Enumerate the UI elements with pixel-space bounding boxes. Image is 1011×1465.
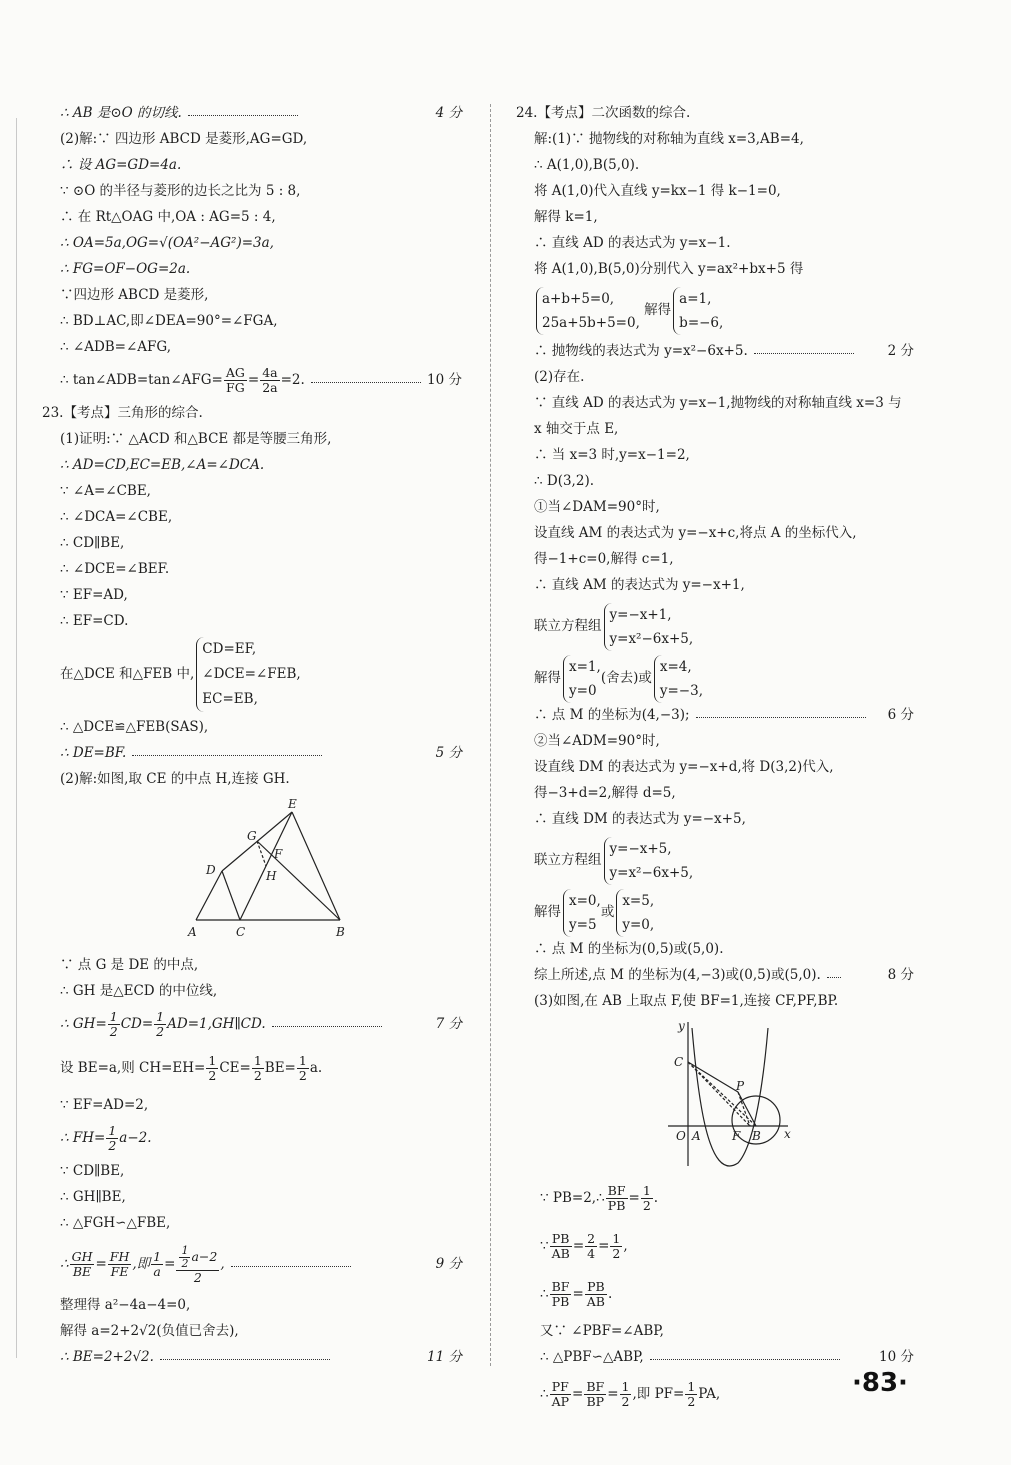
line: ∴ DE=BF. 5 分 — [42, 740, 482, 766]
line: 又∵ ∠PBF=∠ABP, — [540, 1323, 664, 1339]
score: 5 分 — [435, 745, 462, 761]
left-column — [42, 100, 482, 1370]
line: ∴ BE=2+2√2. 11 分 — [42, 1344, 482, 1370]
score: 11 分 — [427, 1349, 462, 1365]
brace-group: y=−x+1, y=x²−6x+5, — [604, 603, 694, 651]
line: ∵ 直线 AD 的表达式为 y=x−1,抛物线的对称轴直线 x=3 与 — [534, 395, 902, 411]
line: 整理得 a²−4a−4=0, — [60, 1297, 191, 1313]
score: 4 分 — [435, 105, 462, 121]
line: 将 A(1,0),B(5,0)分别代入 y=ax²+bx+5 得 — [534, 261, 804, 277]
line: ∵ $\frac{PB}{AB}$ = $\frac{2}{4}$ = $\frac{1}{2}$ , — [540, 1231, 628, 1261]
line: a+b+5=0, 25a+5b+5=0, 解得 a=1, b=−6, — [516, 282, 934, 338]
brace-group: x=5, y=0, — [616, 889, 654, 937]
line: 在△DCE 和△FEB 中, CD=EF, ∠DCE=∠FEB, EC=EB, — [42, 634, 482, 714]
line: ∴ $\frac{PF}{AP}$ = $\frac{BF}{BP}$ = $\frac{1}{2}$ ,即 PF= $\frac{1}{2}$ PA, — [540, 1379, 721, 1409]
line: ∴ $\frac{BF}{PB}$ = $\frac{PB}{AB}$ . — [540, 1279, 613, 1309]
line: 将 A(1,0)代入直线 y=kx−1 得 k−1=0, — [534, 183, 781, 199]
segment-dc — [222, 871, 240, 920]
line: ∴ $\frac{GH}{BE}$ = $\frac{FH}{FE}$ ,即 $\frac{1}{a}$ = $\frac{1}{2}$ a−2 2 , 9 分 — [42, 1236, 482, 1292]
line: 解得 x=0, y=5 或 x=5, y=0, — [516, 888, 934, 936]
line: 得−3+d=2,解得 d=5, — [534, 785, 676, 801]
line: ∴ BD⊥AC,即∠DEA=90°=∠FGA, — [60, 313, 278, 329]
score: 8 分 — [887, 967, 914, 983]
label-b: B — [752, 1129, 761, 1143]
line: 得−1+c=0,解得 c=1, — [534, 551, 674, 567]
brace-group: x=0, y=5 — [563, 889, 601, 937]
label-o: O — [676, 1129, 686, 1143]
line: ∴ A(1,0),B(5,0). — [534, 157, 640, 173]
line: ∵ ∠A=∠CBE, — [60, 483, 151, 499]
score: 7 分 — [435, 1016, 462, 1032]
line: ∵ EF=AD=2, — [60, 1097, 149, 1113]
line: ∴ OA=5a,OG=√(OA²−AG²)=3a, — [60, 235, 274, 251]
line: ∴ ∠ADB=∠AFG, — [60, 339, 172, 355]
brace-group: CD=EF, ∠DCE=∠FEB, EC=EB, — [196, 637, 300, 712]
line: ∴ 当 x=3 时,y=x−1=2, — [534, 447, 690, 463]
line: 解得 k=1, — [534, 209, 598, 225]
parabola — [692, 1028, 768, 1166]
line: ∴ △DCE≌△FEB(SAS), — [60, 719, 209, 735]
question-23-heading: 23.【考点】三角形的综合. — [42, 405, 203, 421]
line: ∴ GH 是△ECD 的中位线, — [60, 983, 218, 999]
line: ∴ CD∥BE, — [60, 535, 125, 551]
line: ∴ 设 AG=GD=4a. — [60, 157, 182, 173]
line: x 轴交于点 E, — [534, 421, 619, 437]
line: 设直线 DM 的表达式为 y=−x+d,将 D(3,2)代入, — [534, 759, 834, 775]
line: ∴ FG=OF−OG=2a. — [60, 261, 191, 277]
line: ∴ 在 Rt△OAG 中,OA : AG=5 : 4, — [60, 209, 276, 225]
line: (1)证明:∵ △ACD 和△BCE 都是等腰三角形, — [60, 431, 332, 447]
parabola-figure — [516, 1018, 934, 1168]
line: ∴ D(3,2). — [534, 473, 594, 489]
line: (3)如图,在 AB 上取点 F,使 BF=1,连接 CF,PF,BP. — [534, 993, 839, 1009]
line: ∵ EF=AD, — [60, 587, 128, 603]
brace-group: x=4, y=−3, — [654, 655, 703, 703]
label-f: F — [732, 1129, 741, 1143]
right-column — [516, 100, 934, 1418]
line: ∵四边形 ABCD 是菱形, — [60, 287, 209, 303]
line: ∵ ⊙O 的半径与菱形的边长之比为 5 : 8, — [60, 183, 301, 199]
line: ∴ GH= $\frac{1}{2}$ CD= $\frac{1}{2}$ AD=1,GH∥CD. 7 分 — [42, 1004, 482, 1044]
line: ∴ FH= $\frac{1}{2}$ a−2. — [60, 1123, 152, 1153]
line: ∴ ∠DCA=∠CBE, — [60, 509, 173, 525]
triangle-figure — [42, 796, 482, 946]
label-x: x — [784, 1127, 791, 1141]
segment-eb — [292, 812, 340, 920]
line: 设 BE=a,则 CH=EH= $\frac{1}{2}$ CE= $\frac{1}{2}$ BE= $\frac{1}{2}$ a. — [60, 1053, 323, 1083]
line: 联立方程组 y=−x+5, y=x²−6x+5, — [516, 832, 934, 888]
line: ∴ △FGH∽△FBE, — [60, 1215, 171, 1231]
label-d: D — [206, 863, 216, 877]
score: 9 分 — [435, 1256, 462, 1272]
segment-ad — [196, 871, 222, 920]
line: ∴ 点 M 的坐标为(4,−3); 6 分 — [516, 702, 934, 728]
line: ∴ EF=CD. — [60, 613, 129, 629]
label-a: A — [188, 925, 197, 939]
line: ∵ PB=2,∴ $\frac{BF}{PB}$ = $\frac{1}{2}$ . — [540, 1183, 659, 1213]
label-c: C — [236, 925, 246, 939]
label-g: G — [247, 829, 257, 843]
brace-group: a+b+5=0, 25a+5b+5=0, — [536, 287, 640, 335]
label-a: A — [692, 1129, 701, 1143]
line: ②当∠ADM=90°时, — [534, 733, 660, 749]
line: ∴ 直线 AM 的表达式为 y=−x+1, — [534, 577, 745, 593]
line: 综上所述,点 M 的坐标为(4,−3)或(0,5)或(5,0). 8 分 — [516, 962, 934, 988]
score: 2 分 — [887, 343, 914, 359]
segment-cb — [688, 1062, 756, 1126]
label-b: B — [336, 925, 345, 939]
page-number: ·83· — [852, 1368, 908, 1398]
line: ∴ ∠DCE=∠BEF. — [60, 561, 170, 577]
brace-group: y=−x+5, y=x²−6x+5, — [604, 837, 694, 885]
line: ∵ CD∥BE, — [60, 1163, 125, 1179]
line: 解得 x=1, y=0 (舍去)或 x=4, y=−3, — [516, 654, 934, 702]
label-c: C — [674, 1055, 684, 1069]
score: 10 分 — [427, 372, 462, 388]
line: ∴ 点 M 的坐标为(0,5)或(5,0). — [534, 941, 724, 957]
score: 6 分 — [887, 707, 914, 723]
column-divider — [490, 104, 491, 1366]
line: ∴ 直线 DM 的表达式为 y=−x+5, — [534, 811, 746, 827]
label-f: F — [274, 847, 283, 861]
line: (2)解:如图,取 CE 的中点 H,连接 GH. — [60, 771, 290, 787]
segment-pb — [738, 1092, 756, 1126]
label-h: H — [266, 869, 277, 883]
question-24-heading: 24.【考点】二次函数的综合. — [516, 105, 691, 121]
line: 解:(1)∵ 抛物线的对称轴为直线 x=3,AB=4, — [534, 131, 804, 147]
brace-group: a=1, b=−6, — [673, 287, 723, 335]
line: ∴ 抛物线的表达式为 y=x²−6x+5. 2 分 — [516, 338, 934, 364]
line: 联立方程组 y=−x+1, y=x²−6x+5, — [516, 598, 934, 654]
score: 10 分 — [879, 1349, 914, 1365]
line: ∴ GH∥BE, — [60, 1189, 126, 1205]
label-e: E — [288, 797, 297, 811]
brace-group: x=1, y=0 — [563, 655, 601, 703]
line: 设直线 AM 的表达式为 y=−x+c,将点 A 的坐标代入, — [534, 525, 857, 541]
page-edge — [16, 118, 17, 1358]
fraction: $\frac{4a}{2a}$ — [262, 365, 278, 395]
line: (2)存在. — [534, 369, 585, 385]
line: ∴ tan∠ADB=tan∠AFG= $\frac{AG}{FG}$ = $\frac{4a}{2a}$ =2. 10 分 — [42, 360, 482, 400]
label-p: P — [736, 1079, 745, 1093]
label-y: y — [678, 1019, 685, 1033]
segment-cf — [688, 1062, 750, 1126]
line: ∴ 直线 AD 的表达式为 y=x−1. — [534, 235, 731, 251]
line: 解得 a=2+2√2(负值已舍去), — [60, 1323, 239, 1339]
line: ∴ AB 是⊙O 的切线. 4 分 — [42, 100, 482, 126]
fraction: $\frac{AG}{FG}$ — [225, 365, 245, 395]
line: ①当∠DAM=90°时, — [534, 499, 660, 515]
line: ∴ AD=CD,EC=EB,∠A=∠DCA. — [60, 457, 265, 473]
line: ∴ △PBF∽△ABP, 10 分 — [516, 1344, 934, 1370]
line: ∵ 点 G 是 DE 的中点, — [60, 957, 199, 973]
line: (2)解:∵ 四边形 ABCD 是菱形,AG=GD, — [60, 131, 308, 147]
